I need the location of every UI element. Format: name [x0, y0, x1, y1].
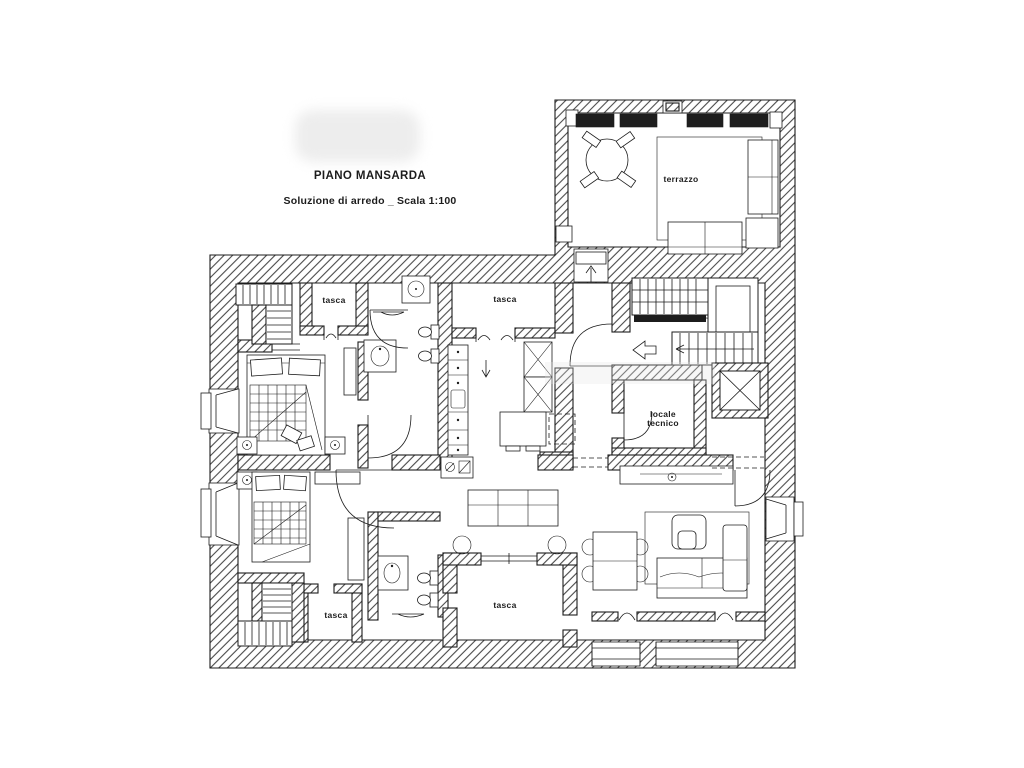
bedroom-2-furniture — [237, 472, 364, 580]
room-label-locale-tecnico-2: tecnico — [647, 418, 679, 428]
staircase-bottom-left — [238, 583, 292, 646]
planter — [687, 114, 723, 127]
threshold-tasca-1 — [324, 327, 338, 340]
nightstand — [325, 437, 345, 454]
terrace-side-table — [746, 218, 778, 248]
room-label-terrazzo: terrazzo — [663, 174, 699, 184]
sink-1 — [364, 340, 396, 372]
window-bottom-left — [592, 642, 640, 666]
nightstand — [237, 437, 257, 454]
elevator — [712, 363, 768, 418]
room-label-tasca-top-middle: tasca — [493, 294, 517, 304]
shower-basin — [402, 276, 430, 303]
bidet-2 — [418, 593, 439, 607]
plan-subtitle: Soluzione di arredo _ Scala 1:100 — [283, 195, 457, 207]
toilet-1 — [419, 325, 440, 339]
sideboard-counter — [620, 466, 733, 484]
planter — [730, 114, 768, 127]
window-left-lower — [201, 483, 239, 545]
plan-title: PIANO MANSARDA — [313, 170, 427, 182]
shelf — [315, 472, 360, 484]
wardrobe-1 — [344, 348, 356, 395]
terrace-top-opening — [663, 101, 682, 113]
threshold-tasca-2 — [476, 329, 515, 342]
armchair — [672, 515, 706, 549]
window-right — [766, 497, 803, 541]
window-left-upper — [201, 389, 239, 433]
door-bedroom-1 — [368, 415, 411, 458]
planter — [576, 114, 614, 127]
cooktop — [441, 457, 473, 478]
room-label-tasca-top-left: tasca — [322, 295, 346, 305]
stair-handrail — [634, 315, 706, 322]
terrace-jamb-2 — [770, 112, 782, 128]
side-table — [548, 536, 566, 554]
bath-2-threshold — [392, 614, 424, 617]
room-label-locale-tecnico-1: locale — [650, 409, 676, 419]
terrace-jamb-3 — [556, 226, 572, 242]
lounge-sofa — [453, 490, 566, 554]
toilet-2 — [418, 571, 439, 585]
terrace-sofa-bottom — [668, 222, 742, 254]
room-label-tasca-bottom-left: tasca — [324, 610, 348, 620]
threshold-tasca-4 — [481, 553, 537, 564]
bathroom-1-fixtures — [364, 276, 439, 372]
terrace-furniture — [576, 114, 778, 254]
bedroom-1-furniture — [237, 348, 356, 455]
bath-1-threshold — [373, 312, 404, 315]
dining-table — [582, 532, 648, 590]
door-entrance-hall — [570, 324, 612, 366]
living-room-furniture — [582, 466, 749, 598]
planter — [620, 114, 657, 127]
room-labels — [322, 174, 698, 620]
terrace-sofa-right — [748, 140, 778, 214]
wardrobe-2 — [348, 518, 364, 580]
entrance-opening — [574, 249, 608, 282]
kitchen-counter — [448, 345, 468, 455]
sink-2 — [378, 556, 408, 590]
corridor-arrow-icon — [482, 360, 490, 377]
direction-arrow-icon — [633, 341, 656, 359]
bathroom-2-fixtures — [378, 556, 438, 617]
scan-smudge-middle — [545, 362, 715, 384]
bidet-1 — [419, 349, 440, 363]
room-label-tasca-bottom-middle: tasca — [493, 600, 517, 610]
side-table — [453, 536, 471, 554]
staircase-top-left — [236, 284, 292, 344]
window-bottom-right — [656, 642, 738, 666]
terrace-table — [580, 131, 636, 188]
